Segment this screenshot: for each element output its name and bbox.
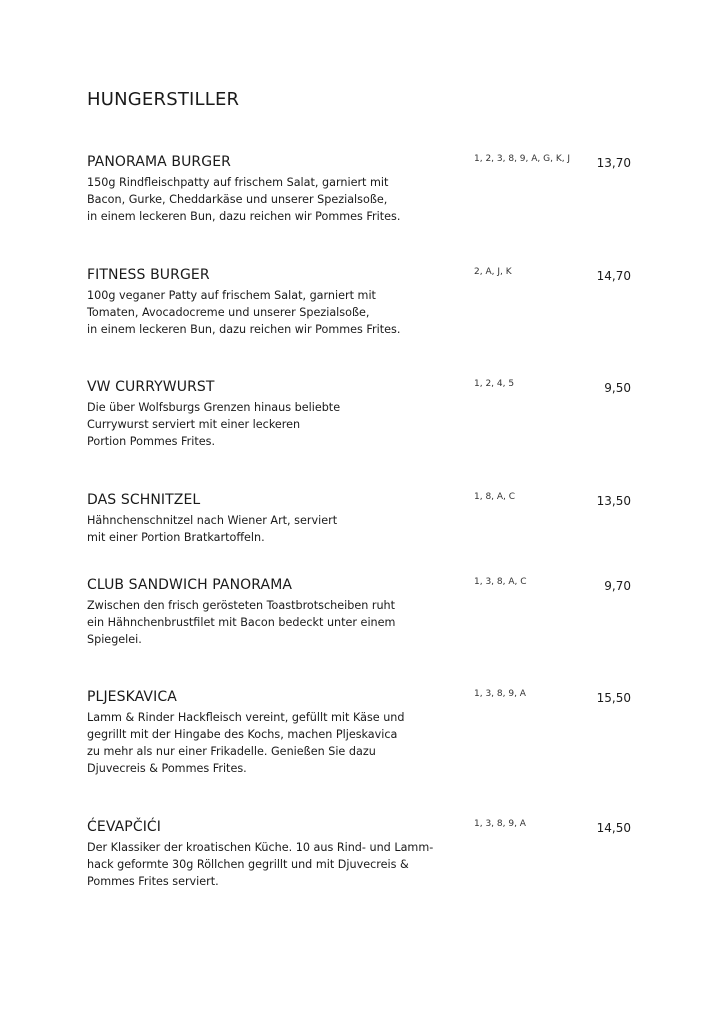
item-price: 9,70 <box>604 579 631 593</box>
item-allergens: 1, 8, A, C <box>474 492 516 502</box>
item-name: DAS SCHNITZEL <box>87 492 201 508</box>
description-line: Lamm & Rinder Hackfleisch vereint, gefüllt mit Käse und <box>87 711 405 724</box>
description-line: gegrillt mit der Hingabe des Kochs, machen Pljeskavica <box>87 728 398 741</box>
item-name: PLJESKAVICA <box>87 689 177 705</box>
item-description <box>87 597 437 648</box>
item-price: 14,70 <box>596 269 631 283</box>
description-line: Spiegelei. <box>87 633 142 646</box>
item-description <box>87 709 437 777</box>
item-description <box>87 839 437 890</box>
item-price: 13,50 <box>596 494 631 508</box>
menu-item-club-sandwich <box>87 576 687 648</box>
menu-item-pljeskavica <box>87 688 687 777</box>
description-line: zu mehr als nur einer Frikadelle. Genießen Sie dazu <box>87 745 376 758</box>
item-price: 15,50 <box>596 691 631 705</box>
item-name: PANORAMA BURGER <box>87 154 231 170</box>
menu-item-panorama-burger <box>87 153 687 225</box>
item-description <box>87 512 437 546</box>
description-line: in einem leckeren Bun, dazu reichen wir Pommes Frites. <box>87 323 401 336</box>
description-line: in einem leckeren Bun, dazu reichen wir Pommes Frites. <box>87 210 401 223</box>
item-price: 9,50 <box>604 381 631 395</box>
description-line: hack geformte 30g Röllchen gegrillt und mit Djuvecreis & <box>87 858 409 871</box>
item-description <box>87 287 437 338</box>
item-allergens: 1, 2, 3, 8, 9, A, G, K, J <box>474 154 571 164</box>
menu-item-fitness-burger <box>87 266 687 338</box>
description-line: Bacon, Gurke, Cheddarkäse und unserer Spezialsoße, <box>87 193 388 206</box>
item-allergens: 2, A, J, K <box>474 267 512 277</box>
item-price: 13,70 <box>596 156 631 170</box>
item-allergens: 1, 3, 8, A, C <box>474 577 527 587</box>
description-line: Currywurst serviert mit einer leckeren <box>87 418 301 431</box>
item-name: FITNESS BURGER <box>87 267 210 283</box>
item-allergens: 1, 3, 8, 9, A <box>474 819 526 829</box>
description-line: 100g veganer Patty auf frischem Salat, garniert mit <box>87 289 376 302</box>
description-line: ein Hähnchenbrustfilet mit Bacon bedeckt unter einem <box>87 616 396 629</box>
menu-item-vw-currywurst <box>87 378 687 450</box>
description-line: Die über Wolfsburgs Grenzen hinaus beliebte <box>87 401 341 414</box>
description-line: Tomaten, Avocadocreme und unserer Spezialsoße, <box>87 306 370 319</box>
item-name: VW CURRYWURST <box>87 379 215 395</box>
item-allergens: 1, 3, 8, 9, A <box>474 689 526 699</box>
description-line: mit einer Portion Bratkartoffeln. <box>87 531 265 544</box>
item-description <box>87 399 437 450</box>
description-line: Pommes Frites serviert. <box>87 875 219 888</box>
menu-item-das-schnitzel <box>87 491 687 546</box>
item-allergens: 1, 2, 4, 5 <box>474 379 515 389</box>
item-name: CLUB SANDWICH PANORAMA <box>87 577 293 593</box>
description-line: 150g Rindfleischpatty auf frischem Salat, garniert mit <box>87 176 389 189</box>
description-line: Djuvecreis & Pommes Frites. <box>87 762 247 775</box>
description-line: Portion Pommes Frites. <box>87 435 216 448</box>
description-line: Zwischen den frisch gerösteten Toastbrotscheiben ruht <box>87 599 396 612</box>
page-title: HUNGERSTILLER <box>87 89 240 110</box>
menu-item-cevapcici <box>87 818 687 890</box>
item-description <box>87 174 437 225</box>
item-price: 14,50 <box>596 821 631 835</box>
description-line: Hähnchenschnitzel nach Wiener Art, serviert <box>87 514 338 527</box>
item-name: ĆEVAPČIĆI <box>87 819 162 835</box>
description-line: Der Klassiker der kroatischen Küche. 10 aus Rind- und Lamm- <box>87 841 434 854</box>
